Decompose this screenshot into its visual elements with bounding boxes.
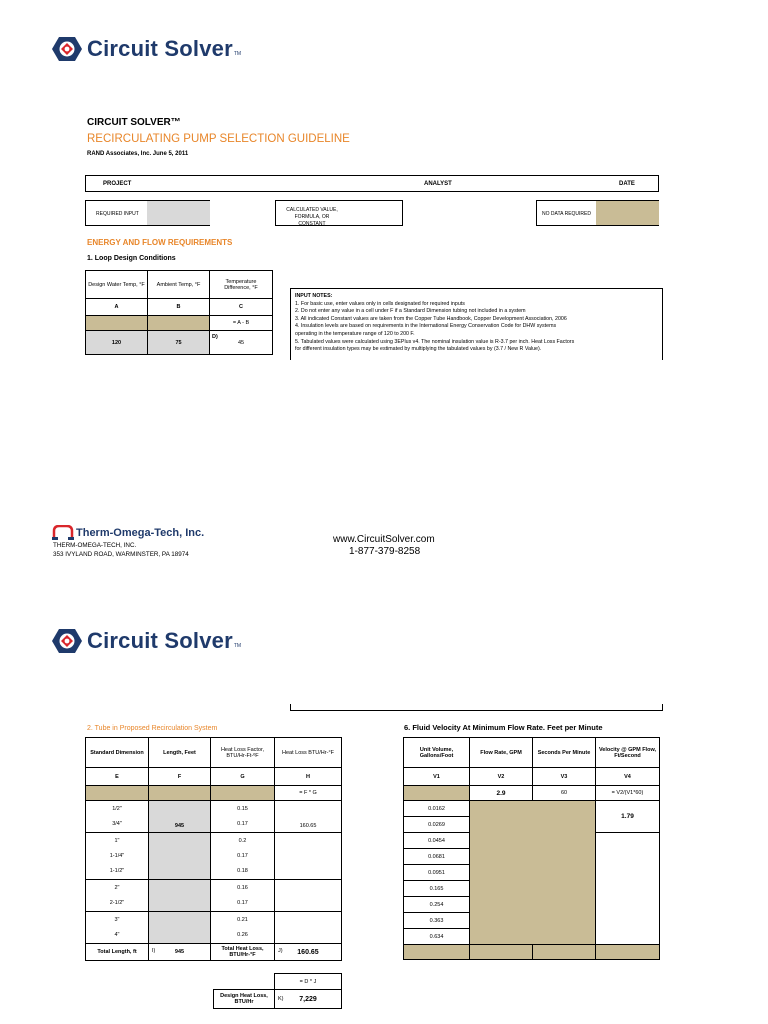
input-notes <box>290 288 663 360</box>
loop-design-table <box>85 270 273 355</box>
loss-three-quarter-value: 160.65 <box>299 823 317 829</box>
input-notes-title: INPUT NOTES: <box>295 293 333 299</box>
formula-velocity: = V2/(V1*60) <box>596 786 660 801</box>
website-link[interactable]: www.CircuitSolver.com <box>333 534 435 545</box>
header-temperature-difference: Temperature Difference, °F <box>210 271 273 299</box>
unit-volume-three-inch: 0.363 <box>404 913 470 929</box>
unit-volume-three-quarter-inch: 0.0269 <box>404 817 470 833</box>
header-design-water-temp: Design Water Temp, °F <box>86 271 148 299</box>
date-label: DATE <box>619 181 635 187</box>
velocity-footer-v1 <box>404 945 470 960</box>
length-three-quarter-value: 945 <box>174 823 185 829</box>
unit-volume-two-half-inch: 0.254 <box>404 897 470 913</box>
letter-h: H <box>275 768 342 786</box>
dimension-group-4 <box>86 912 149 944</box>
factor-three-quarter-inch: 0.17 <box>237 820 248 827</box>
d-label: D) <box>212 334 218 340</box>
seconds-per-minute-value: 60 <box>533 786 596 801</box>
note-4-continued: operating in the temperature range of 120 to 200 F. <box>295 330 415 337</box>
velocity-value: 1.79 <box>596 801 660 833</box>
k-label: K) <box>278 996 284 1002</box>
velocity-footer-v2 <box>470 945 533 960</box>
letter-v2: V2 <box>470 768 533 786</box>
design-heat-loss-blank <box>214 974 275 990</box>
note-1: 1. For basic use, enter values only in cells designated for required inputs <box>295 300 465 307</box>
design-water-temp-value[interactable]: 120 <box>86 331 148 355</box>
logo-text: Circuit Solver <box>87 36 233 61</box>
dimension-three-inch: 3" <box>114 916 120 923</box>
unit-volume-one-half-inch: 0.0951 <box>404 865 470 881</box>
total-length-label: Total Length, ft <box>86 944 149 961</box>
analyst-label: ANALYST <box>424 181 452 187</box>
tube-empty-cell-e <box>86 786 149 801</box>
loop-empty-cell-b <box>148 316 210 331</box>
legend-calculated <box>275 200 403 226</box>
ambient-temp-value[interactable]: 75 <box>148 331 210 355</box>
total-heat-loss-cell <box>275 944 342 961</box>
tube-table <box>85 737 342 961</box>
loss-group-3 <box>275 880 342 912</box>
length-group-4[interactable] <box>149 912 211 944</box>
formula-d-times-j: = D * J <box>275 974 342 990</box>
factor-group-4 <box>211 912 275 944</box>
factor-group-3 <box>211 880 275 912</box>
unit-volume-four-inch: 0.634 <box>404 929 470 945</box>
logo-text-page-2: Circuit Solver <box>87 628 233 653</box>
length-group-1[interactable] <box>149 801 211 833</box>
circuit-solver-logo-icon <box>52 36 82 62</box>
tube-system-heading: 2. Tube in Proposed Recirculation System <box>87 725 218 732</box>
loop-empty-cell-a <box>86 316 148 331</box>
letter-b: B <box>148 299 210 316</box>
factor-two-inch: 0.16 <box>237 884 248 891</box>
loss-group-1 <box>275 801 342 833</box>
letter-e: E <box>86 768 149 786</box>
total-length-cell <box>149 944 211 961</box>
unit-volume-one-inch: 0.0454 <box>404 833 470 849</box>
formula-a-minus-b: = A - B <box>210 316 273 331</box>
design-heat-loss-label: Design Heat Loss, BTU/Hr <box>214 990 275 1009</box>
design-heat-loss-cell <box>275 990 342 1009</box>
project-label: PROJECT <box>103 181 132 187</box>
design-heat-loss-table <box>213 973 342 1009</box>
letter-f: F <box>149 768 211 786</box>
letter-v3: V3 <box>533 768 596 786</box>
dimension-group-3 <box>86 880 149 912</box>
legend-no-data-label: NO DATA REQUIRED <box>542 211 591 217</box>
unit-volume-half-inch: 0.0162 <box>404 801 470 817</box>
factor-one-half-inch: 0.18 <box>237 867 248 874</box>
loop-design-heading: 1. Loop Design Conditions <box>87 255 176 262</box>
fluid-velocity-heading: 6. Fluid Velocity At Minimum Flow Rate. Feet per Minute <box>404 723 603 732</box>
logo-tm: TM <box>233 51 242 57</box>
velocity-footer-v3 <box>533 945 596 960</box>
legend-required-input-swatch <box>147 201 210 225</box>
document-subtitle: RAND Associates, Inc. June 5, 2011 <box>87 151 189 157</box>
circuit-solver-logo <box>52 36 241 62</box>
total-heat-loss-value: 160.65 <box>297 948 319 956</box>
therm-omega-tech-logo <box>52 525 204 541</box>
company-address: 353 IVYLAND ROAD, WARMINSTER, PA 18974 <box>53 551 189 558</box>
dimension-group-2 <box>86 833 149 880</box>
dimension-one-half-inch: 1-1/2" <box>109 867 125 874</box>
temperature-difference-cell <box>210 331 273 355</box>
letter-c: C <box>210 299 273 316</box>
circuit-solver-logo-page-2 <box>52 628 241 654</box>
company-name: Therm-Omega-Tech, Inc. <box>76 527 205 539</box>
factor-two-half-inch: 0.17 <box>237 899 248 906</box>
factor-three-inch: 0.21 <box>237 916 248 923</box>
dimension-two-inch: 2" <box>114 884 120 891</box>
legend-no-data <box>536 200 659 226</box>
brand-title: CIRCUIT SOLVER™ <box>87 117 181 128</box>
formula-f-times-g: = F * G <box>275 786 342 801</box>
velocity-no-data-block <box>470 801 596 945</box>
j-label: J) <box>278 948 283 954</box>
letter-a: A <box>86 299 148 316</box>
circuit-solver-logo-icon-page-2 <box>52 628 82 654</box>
factor-one-inch: 0.2 <box>238 837 247 844</box>
letter-g: G <box>211 768 275 786</box>
design-heat-loss-value: 7,229 <box>299 995 317 1003</box>
factor-one-quarter-inch: 0.17 <box>237 852 248 859</box>
note-5: 5. Tabulated values were calculated using 3EPlus v4. The nominal insulation value is R-3.7 per inch. Heat Loss Factors <box>295 338 575 345</box>
temperature-difference-value: 45 <box>237 339 245 346</box>
tube-empty-cell-f <box>149 786 211 801</box>
legend-calculated-label: CALCULATED VALUE, FORMULA, OR CONSTANT <box>286 207 338 227</box>
section-energy-flow: ENERGY AND FLOW REQUIREMENTS <box>87 238 233 247</box>
phone-number: 1-877-379-8258 <box>349 546 421 557</box>
header-seconds-per-minute: Seconds Per Minute <box>533 738 596 768</box>
document-title: RECIRCULATING PUMP SELECTION GUIDELINE <box>87 133 350 145</box>
length-group-2[interactable] <box>149 833 211 880</box>
notes-box-continuation <box>290 704 663 711</box>
header-heat-loss-factor: Heat Loss Factor, BTU/Hr-Ft-ºF <box>211 738 275 768</box>
factor-group-1 <box>211 801 275 833</box>
note-5-continued: for different insulation types may be estimated by multiplying the tabulated values by (3.7 / New R Value). <box>295 346 542 353</box>
dimension-one-quarter-inch: 1-1/4" <box>109 852 125 859</box>
dimension-one-inch: 1" <box>114 837 120 844</box>
fluid-velocity-table <box>403 737 660 960</box>
letter-v1: V1 <box>404 768 470 786</box>
header-standard-dimension: Standard Dimension <box>86 738 149 768</box>
flow-rate-value[interactable]: 2.9 <box>470 786 533 801</box>
length-group-3[interactable] <box>149 880 211 912</box>
velocity-footer-v4 <box>596 945 660 960</box>
note-3: 3. All indicated Constant values are taken from the Copper Tube Handbook, Copper Development Association, 2006 <box>295 315 567 322</box>
logo-tm-page-2: TM <box>233 643 242 649</box>
note-4: 4. Insulation levels are based on requirements in the International Energy Conservation Code for DHW systems <box>295 323 557 330</box>
header-velocity: Velocity @ GPM Flow, Ft/Second <box>596 738 660 768</box>
header-length-feet: Length, Feet <box>149 738 211 768</box>
factor-group-2 <box>211 833 275 880</box>
legend-required-input-label: REQUIRED INPUT <box>96 211 139 217</box>
project-header-row <box>85 175 659 192</box>
dimension-two-half-inch: 2-1/2" <box>109 899 125 906</box>
dimension-group-1 <box>86 801 149 833</box>
therm-omega-tech-icon <box>52 525 74 541</box>
unit-volume-two-inch: 0.165 <box>404 881 470 897</box>
factor-half-inch: 0.15 <box>237 805 248 812</box>
tube-empty-cell-g <box>211 786 275 801</box>
velocity-empty-cell-v1 <box>404 786 470 801</box>
header-flow-rate: Flow Rate, GPM <box>470 738 533 768</box>
total-length-value: 945 <box>174 949 185 955</box>
header-unit-volume: Unit Volume, Gallons/Foot <box>404 738 470 768</box>
legend-required-input <box>85 200 210 226</box>
header-ambient-temp: Ambient Temp, °F <box>148 271 210 299</box>
loss-group-2 <box>275 833 342 880</box>
note-2: 2. Do not enter any value in a cell under F if a Standard Dimension tubing not included in a system <box>295 308 526 315</box>
i-label: I) <box>152 948 156 954</box>
company-line-1: THERM-OMEGA-TECH, INC. <box>53 542 137 549</box>
letter-v4: V4 <box>596 768 660 786</box>
legend-no-data-swatch <box>596 201 659 225</box>
total-heat-loss-label: Total Heat Loss, BTU/Hr-°F <box>211 944 275 961</box>
factor-four-inch: 0.26 <box>237 931 248 938</box>
dimension-three-quarter-inch: 3/4" <box>112 820 122 827</box>
velocity-blank-block <box>596 833 660 945</box>
header-heat-loss: Heat Loss BTU/Hr-°F <box>275 738 342 768</box>
dimension-half-inch: 1/2" <box>112 805 122 812</box>
loss-group-4 <box>275 912 342 944</box>
dimension-four-inch: 4" <box>114 931 120 938</box>
unit-volume-one-quarter-inch: 0.0681 <box>404 849 470 865</box>
